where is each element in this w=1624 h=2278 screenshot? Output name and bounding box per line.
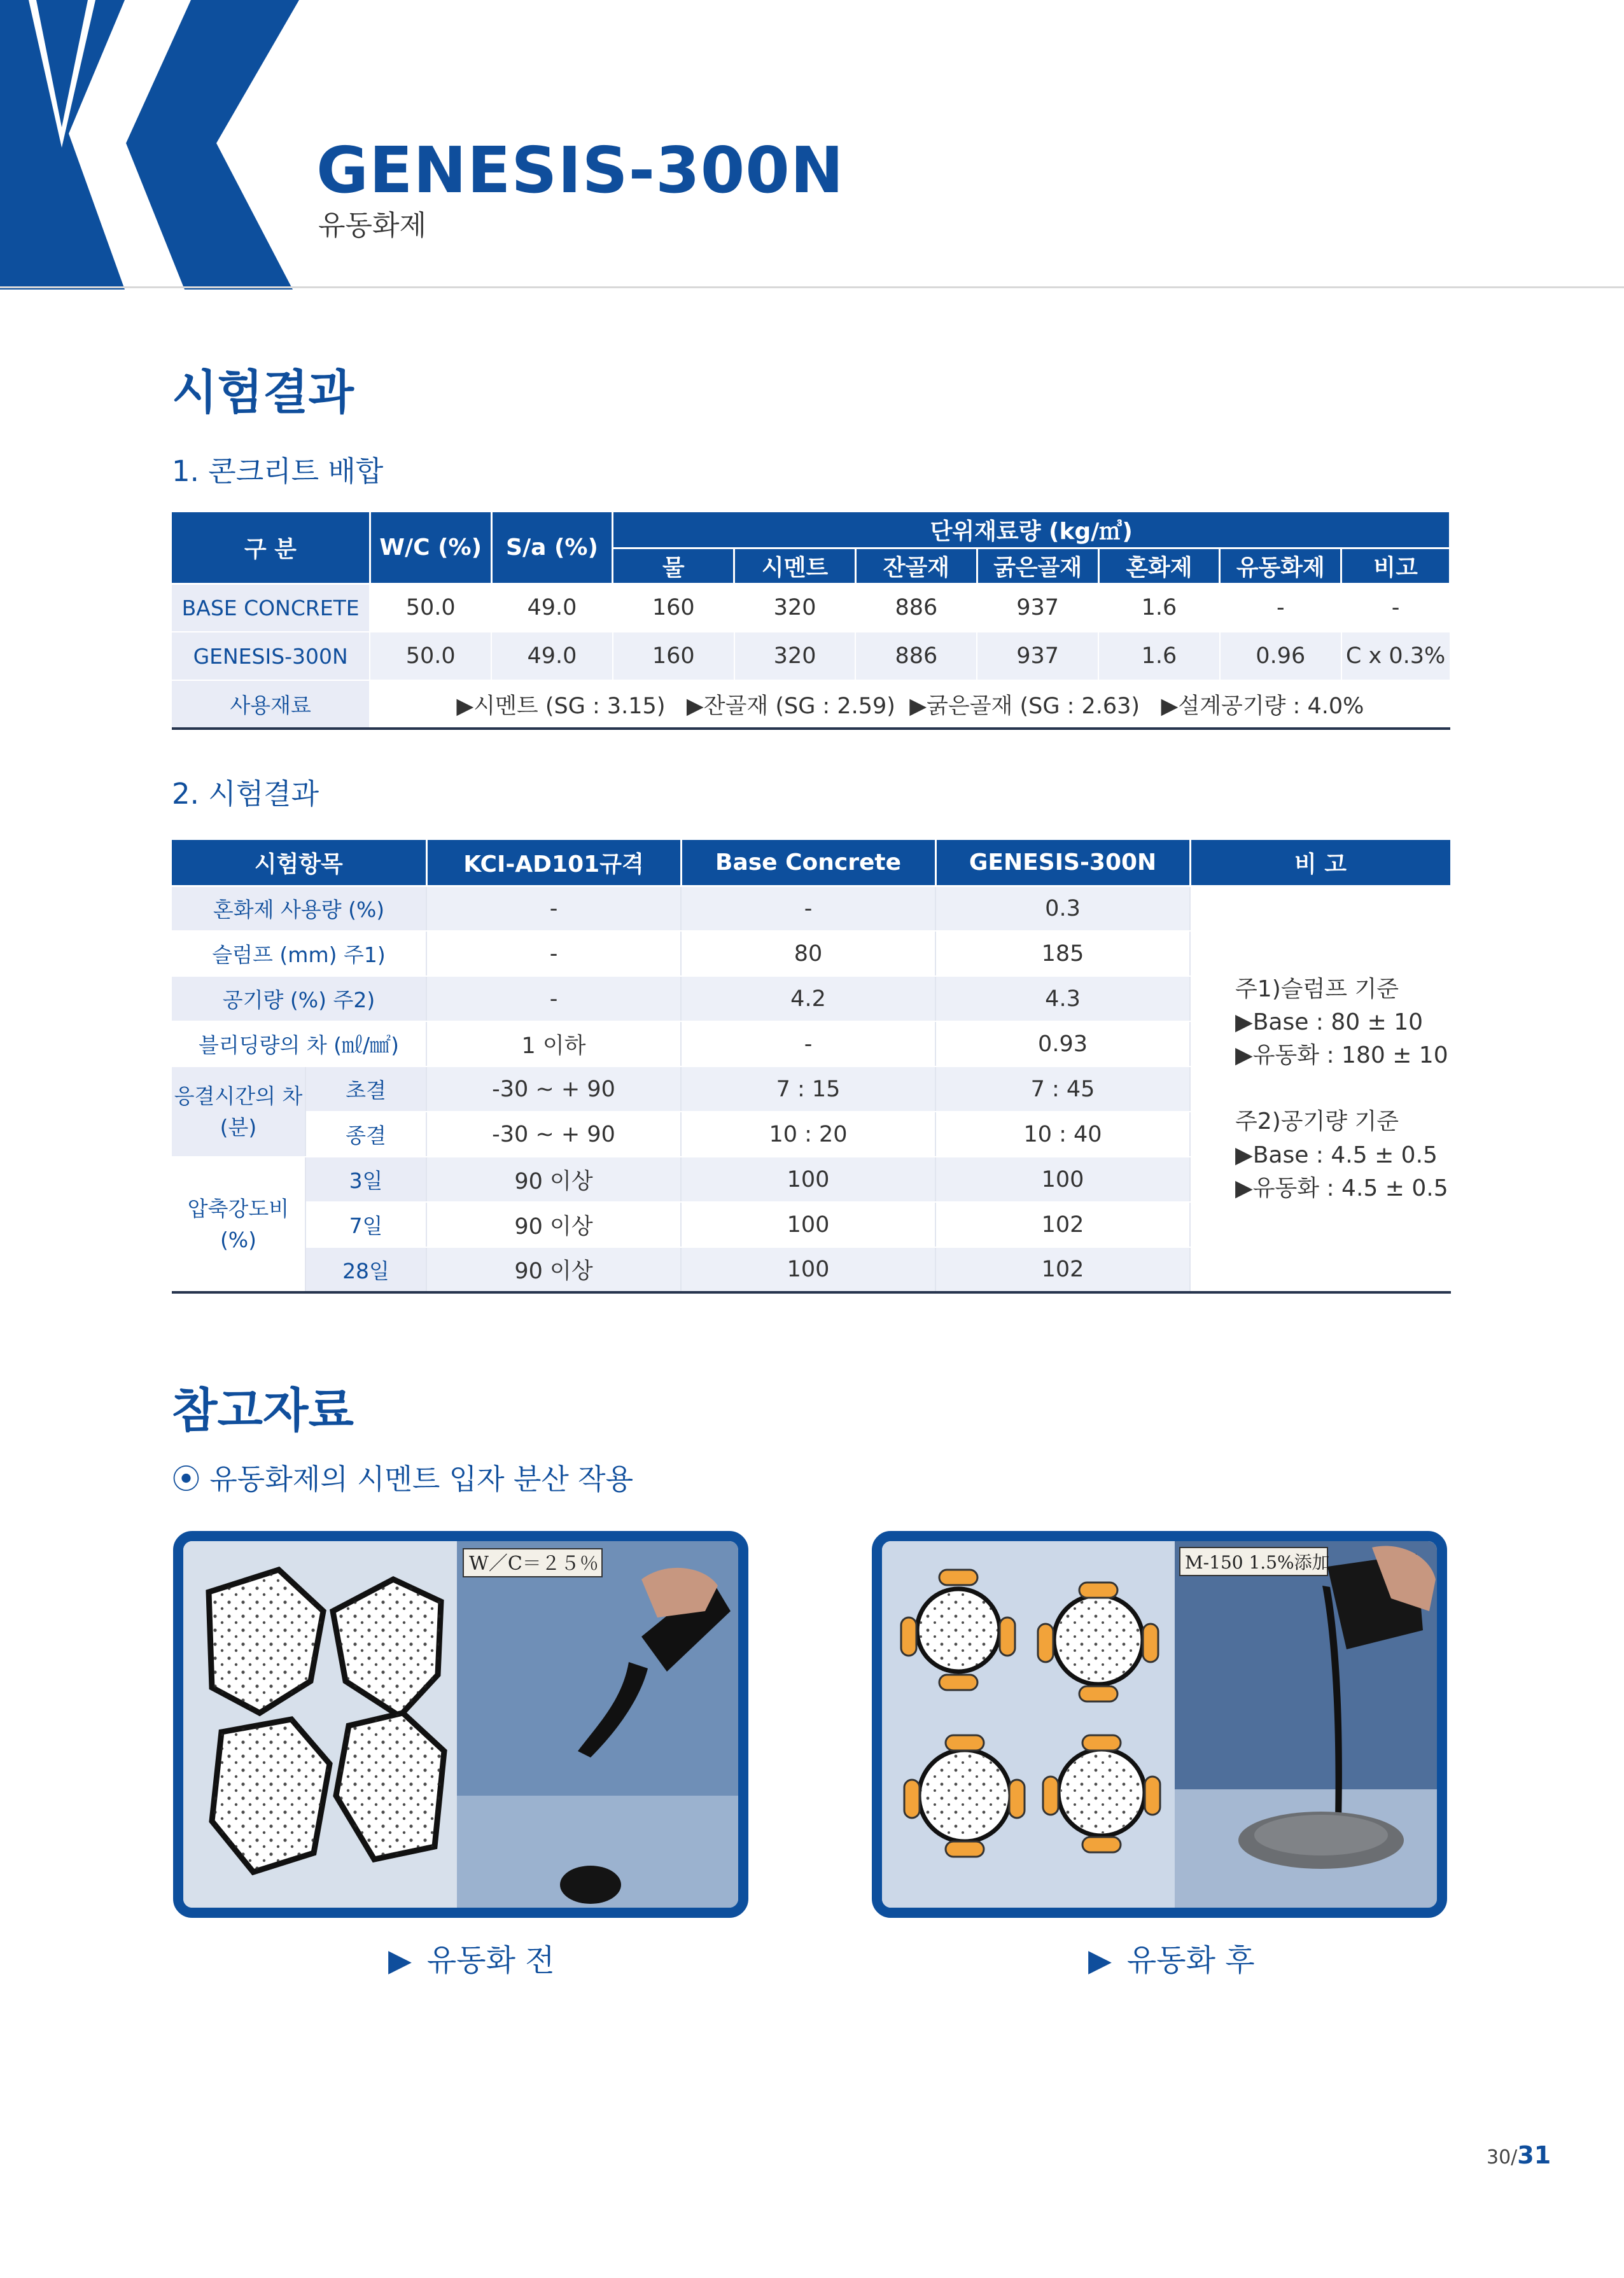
cell: 50.0	[370, 583, 491, 632]
cell: 185	[935, 931, 1190, 976]
dispersion-before-illustration	[183, 1541, 738, 1908]
cell: 1.6	[1098, 632, 1220, 680]
row-sublabel: 종결	[305, 1112, 426, 1157]
cell: 4.3	[935, 976, 1190, 1021]
product-subtitle: 유동화제	[318, 209, 427, 242]
table-row	[172, 886, 1451, 931]
target-bullet-icon: ⦿	[172, 1462, 201, 1496]
cell: -	[1341, 583, 1450, 632]
section-title-results: 시험결과	[172, 365, 354, 420]
k-logo	[0, 0, 305, 290]
page-total: 31	[1517, 2141, 1551, 2169]
table-row	[172, 680, 1450, 729]
caption-text: 유동화 후	[1126, 1943, 1255, 1978]
cell: 100	[681, 1157, 935, 1202]
cell: 886	[855, 632, 977, 680]
header-divider	[0, 286, 1624, 288]
header-coarse-aggregate: 굵은골재	[977, 548, 1098, 583]
cell: 10 : 40	[935, 1112, 1190, 1157]
caption-text: 유동화 전	[426, 1943, 555, 1978]
header-superplasticizer: 유동화제	[1220, 548, 1341, 583]
figure-after	[872, 1531, 1447, 1918]
header-admixture: 혼화제	[1098, 548, 1220, 583]
cell: 4.2	[681, 976, 935, 1021]
row-sublabel: 7일	[305, 1202, 426, 1247]
cell: 90 이상	[426, 1157, 681, 1202]
page-number	[1487, 2141, 1551, 2169]
cell: 49.0	[491, 632, 613, 680]
row-label: GENESIS-300N	[172, 632, 370, 680]
reference-bullet	[172, 1462, 634, 1496]
cell: -	[426, 931, 681, 976]
product-title: GENESIS-300N	[316, 133, 844, 207]
caption-arrow-icon: ▶	[388, 1943, 412, 1978]
cell: 49.0	[491, 583, 613, 632]
mix-table-subtitle: 1. 콘크리트 배합	[172, 454, 384, 488]
figure-after-caption	[1088, 1945, 1255, 1976]
cell: 90 이상	[426, 1202, 681, 1247]
cell: 7 : 45	[935, 1066, 1190, 1112]
cell: 886	[855, 583, 977, 632]
dispersion-after-illustration	[882, 1541, 1437, 1908]
header-wc: W/C (%)	[370, 512, 491, 583]
figure-before-caption	[388, 1945, 555, 1976]
cell: 0.3	[935, 886, 1190, 931]
header-category: 구 분	[172, 512, 370, 583]
cell: C x 0.3%	[1341, 632, 1450, 680]
cell: 160	[613, 632, 734, 680]
row-sublabel: 3일	[305, 1157, 426, 1202]
cell: -	[681, 1021, 935, 1066]
caption-arrow-icon: ▶	[1088, 1943, 1112, 1978]
result-table	[172, 840, 1452, 1294]
cell: 100	[681, 1247, 935, 1292]
cell: -	[1220, 583, 1341, 632]
cell: -	[426, 976, 681, 1021]
row-label: 공기량 (%) 주2)	[172, 976, 426, 1021]
cell: 937	[977, 632, 1098, 680]
header-genesis: GENESIS-300N	[935, 840, 1190, 886]
header-remarks: 비고	[1341, 548, 1450, 583]
header-remarks: 비 고	[1190, 840, 1451, 886]
figure-before	[173, 1531, 748, 1918]
cell: 7 : 15	[681, 1066, 935, 1112]
cell: 160	[613, 583, 734, 632]
figure-after-label: M-150 1.5%添加	[1185, 1552, 1330, 1573]
cell: -	[426, 886, 681, 931]
header-water: 물	[613, 548, 734, 583]
cell: 102	[935, 1247, 1190, 1292]
cell: -30 ~ + 90	[426, 1112, 681, 1157]
header-cement: 시멘트	[734, 548, 856, 583]
result-table-subtitle: 2. 시험결과	[172, 777, 319, 811]
figure-before-label: W／C＝２５％	[469, 1553, 599, 1575]
header-kci-standard: KCI-AD101규격	[426, 840, 681, 886]
setting-time-group: 응결시간의 차 (분)	[172, 1066, 305, 1157]
cell: 937	[977, 583, 1098, 632]
materials-text: ▶시멘트 (SG : 3.15) ▶잔골재 (SG : 2.59) ▶굵은골재 (SG : 2.63) ▶설계공기량 : 4.0%	[456, 693, 1364, 719]
cell: 1.6	[1098, 583, 1220, 632]
cell: 320	[734, 583, 856, 632]
row-label: BASE CONCRETE	[172, 583, 370, 632]
reference-bullet-text: 유동화제의 시멘트 입자 분산 작용	[209, 1462, 634, 1496]
cell: 0.93	[935, 1021, 1190, 1066]
header-test-item: 시험항목	[172, 840, 426, 886]
table-row	[172, 583, 1450, 632]
cell: 50.0	[370, 632, 491, 680]
cell: 100	[935, 1157, 1190, 1202]
cell: -30 ~ + 90	[426, 1066, 681, 1112]
table-row	[172, 632, 1450, 680]
strength-ratio-group: 압축강도비 (%)	[172, 1157, 305, 1292]
page-current: 30/	[1487, 2146, 1518, 2169]
cell: 100	[681, 1202, 935, 1247]
cell: 320	[734, 632, 856, 680]
cell: 1 이하	[426, 1021, 681, 1066]
row-label: 슬럼프 (mm) 주1)	[172, 931, 426, 976]
header-sa: S/a (%)	[491, 512, 613, 583]
cell: -	[681, 886, 935, 931]
mix-table	[172, 512, 1451, 730]
cell: 0.96	[1220, 632, 1341, 680]
row-label: 혼화제 사용량 (%)	[172, 886, 426, 931]
notes-cell: 주1)슬럼프 기준 ▶Base : 80 ± 10 ▶유동화 : 180 ± 10 주2)공기량 기준 ▶Base : 4.5 ± 0.5 ▶유동화 : 4.5 ± 0.5	[1190, 886, 1451, 1292]
materials-label: 사용재료	[172, 680, 370, 729]
row-label: 블리딩량의 차 (㎖/㎟)	[172, 1021, 426, 1066]
row-sublabel: 28일	[305, 1247, 426, 1292]
header-fine-aggregate: 잔골재	[855, 548, 977, 583]
cell: 102	[935, 1202, 1190, 1247]
row-sublabel: 초결	[305, 1066, 426, 1112]
header-unit-group: 단위재료량 (kg/㎥)	[613, 512, 1450, 548]
cell: 90 이상	[426, 1247, 681, 1292]
section-title-reference: 참고자료	[172, 1383, 354, 1438]
cell: 80	[681, 931, 935, 976]
header-base-concrete: Base Concrete	[681, 840, 935, 886]
cell: 10 : 20	[681, 1112, 935, 1157]
